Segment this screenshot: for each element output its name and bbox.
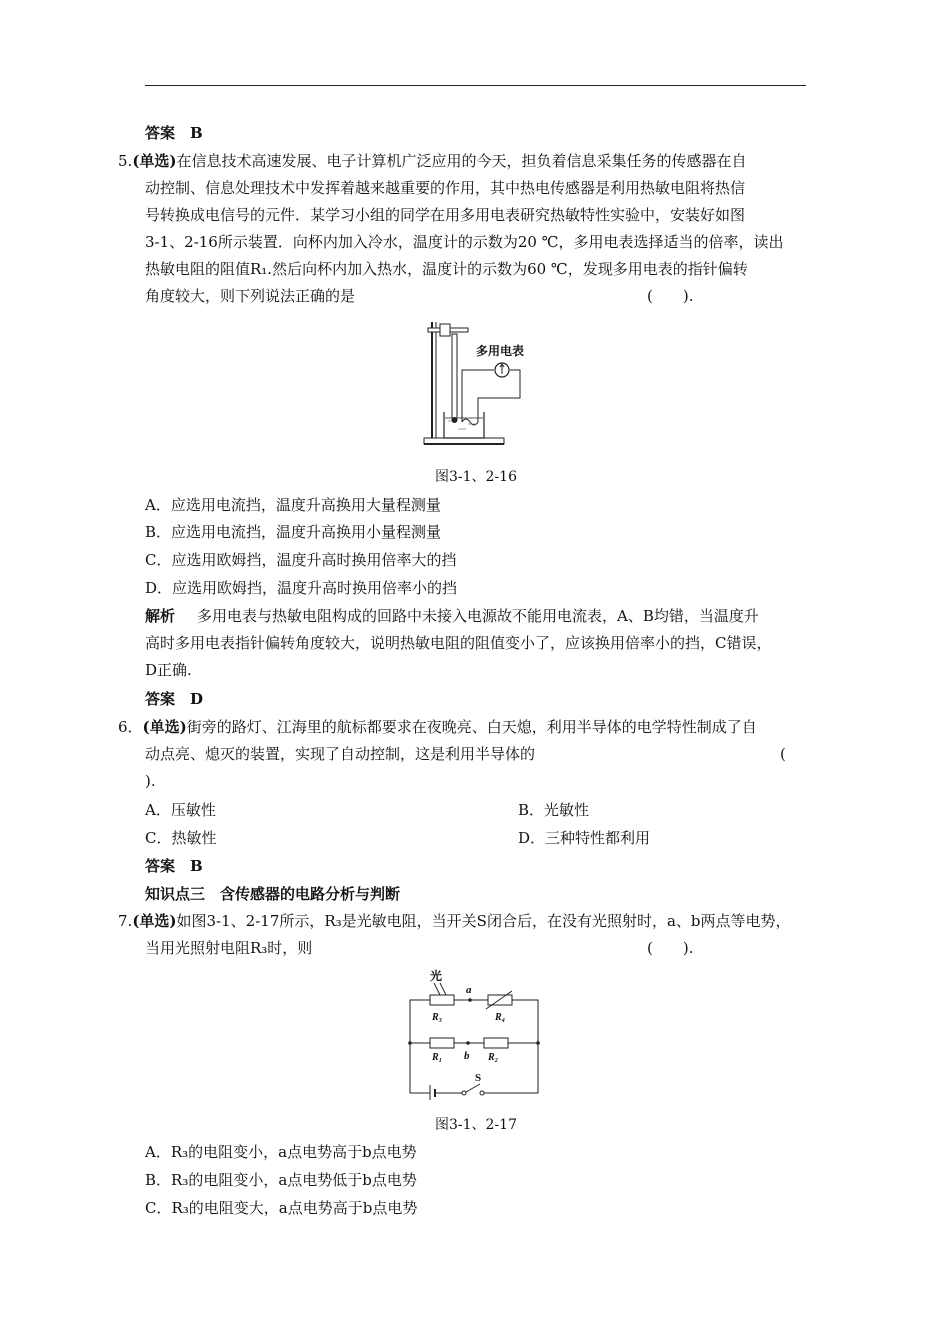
q7-caption: 图3-1、2-17 (435, 1117, 517, 1133)
q7-text-1: 如图3-1、2-17所示，R₃是光敏电阻，当开关S闭合后，在没有光照射时，a、b两点等电势， (176, 912, 791, 930)
figure-thermistor-setup (418, 318, 538, 448)
switch-label: S (475, 1072, 482, 1084)
q5-type: (单选) (132, 152, 177, 170)
section-heading: 知识点三 含传感器的电路分析与判断 (145, 885, 401, 903)
q5-answer-paren: ( ). (647, 287, 694, 305)
q7-option-a: A．R₃的电阻变小，a点电势高于b点电势 (145, 1143, 417, 1161)
q5-analysis-line1 (145, 606, 759, 626)
q6-text-1: 街旁的路灯、江海里的航标都要求在夜晚亮、白天熄，利用半导体的电学特性制成了自 (186, 718, 757, 736)
q6-paren-open: ( (780, 745, 786, 763)
q6-option-b: B．光敏性 (518, 801, 590, 819)
q5-text-1: 在信息技术高速发展、电子计算机广泛应用的今天，担负着信息采集任务的传感器在自 (176, 152, 747, 170)
q6-type: (单选) (142, 718, 187, 736)
R1-label: R₁ (432, 1052, 443, 1063)
q5-number: 5. (118, 152, 133, 170)
point-b-label: b (464, 1050, 470, 1062)
q7-line1 (118, 911, 791, 931)
q7-option-c: C．R₃的电阻变大，a点电势高于b点电势 (145, 1199, 418, 1217)
R3-label: R₃ (432, 1012, 443, 1023)
q5-option-d: D．应选用欧姆挡，温度升高时换用倍率小的挡 (145, 579, 458, 597)
header-rule (145, 85, 806, 86)
light-label: 光 (430, 969, 443, 983)
q6-number: 6． (118, 718, 143, 736)
q7-line2: 当用光照射电阻R₃时，则 (145, 939, 313, 957)
q5-option-c: C．应选用欧姆挡，温度升高时换用倍率大的挡 (145, 551, 457, 569)
q5-line2: 动控制、信息处理技术中发挥着越来越重要的作用，其中热电传感器是利用热敏电阻将热信 (145, 179, 746, 197)
q7-number: 7. (118, 912, 133, 930)
q5-analysis-line2: 高时多用电表指针偏转角度较大，说明热敏电阻的阻值变小了，应该换用倍率小的挡，C错误， (145, 634, 772, 652)
q6-line1 (118, 717, 757, 737)
q5-line5: 热敏电阻的阻值R₁.然后向杯内加入热水，温度计的示数为60 ℃，发现多用电表的指针偏转 (145, 260, 748, 278)
q5-caption: 图3-1、2-16 (435, 469, 517, 485)
analysis-label: 解析 (145, 607, 176, 625)
q5-line1 (118, 151, 747, 171)
analysis-text-1: 多用电表与热敏电阻构成的回路中未接入电源故不能用电流表，A、B均错，当温度升 (197, 607, 759, 625)
q7-type: (单选) (132, 912, 177, 930)
q6-option-a: A．压敏性 (145, 801, 216, 819)
q7-answer-paren: ( ). (647, 939, 694, 957)
q6-line2: 动点亮、熄灭的装置，实现了自动控制，这是利用半导体的 (145, 745, 536, 763)
R4-label: R₄ (495, 1012, 506, 1023)
q7-option-b: B．R₃的电阻变小，a点电势低于b点电势 (145, 1171, 417, 1189)
q5-option-a: A．应选用电流挡，温度升高换用大量程测量 (145, 496, 441, 514)
answer-prev: 答案 B (145, 124, 203, 142)
q6-answer: 答案 B (145, 857, 203, 875)
q5-answer: 答案 D (145, 690, 204, 708)
q6-option-c: C．热敏性 (145, 829, 217, 847)
q5-option-b: B．应选用电流挡，温度升高换用小量程测量 (145, 523, 442, 541)
q6-paren-close: ). (145, 772, 156, 790)
q5-line3: 号转换成电信号的元件．某学习小组的同学在用多用电表研究热敏特性实验中，安装好如图 (145, 206, 746, 224)
q5-line6: 角度较大，则下列说法正确的是 (145, 287, 356, 305)
q5-analysis-line3: D正确. (145, 661, 192, 679)
q5-line4: 3-1、2-16所示装置．向杯内加入冷水，温度计的示数为20 ℃，多用电表选择适当的倍率，读出 (145, 233, 784, 251)
q6-option-d: D．三种特性都利用 (518, 829, 651, 847)
R2-label: R₂ (488, 1052, 499, 1063)
figure-circuit (400, 965, 550, 1100)
point-a-label: a (466, 984, 472, 996)
multimeter-label: 多用电表 (476, 344, 525, 358)
